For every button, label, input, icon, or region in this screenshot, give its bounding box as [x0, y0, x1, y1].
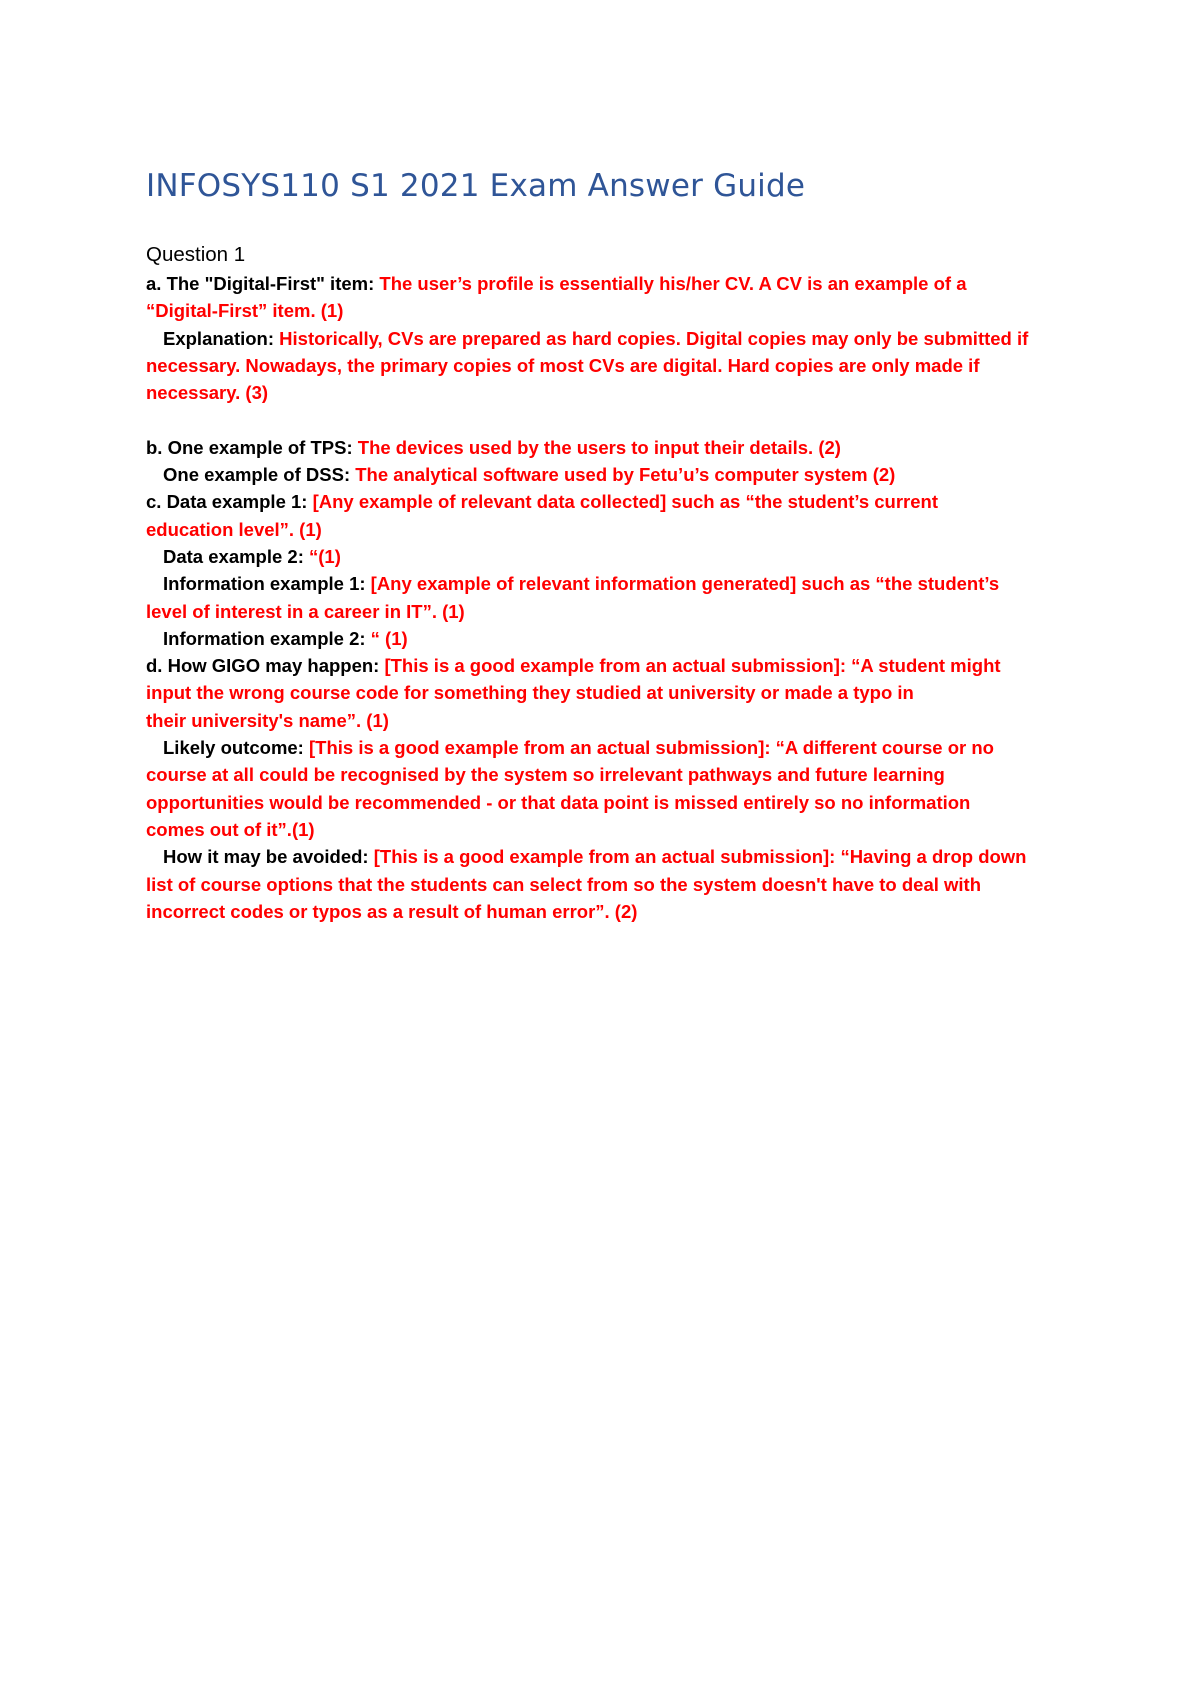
document-title: INFOSYS110 S1 2021 Exam Answer Guide [146, 168, 806, 204]
answer-line [146, 598, 1076, 625]
answer-text: level of interest in a career in IT”. (1) [146, 600, 465, 622]
answer-text: [This is a good example from an actual submission]: “A student might [384, 655, 1001, 677]
answer-line [146, 352, 1076, 379]
answer-line [146, 761, 1076, 788]
answer-label: Information example 1: [163, 573, 371, 595]
answer-text: course at all could be recognised by the system so irrelevant pathways and future learning [146, 764, 945, 786]
answer-line [146, 488, 1076, 515]
answer-label: Likely outcome: [163, 737, 309, 759]
answer-line [146, 898, 1076, 925]
answer-text: incorrect codes or typos as a result of human error”. (2) [146, 900, 638, 922]
answer-text: [Any example of relevant data collected] such as “the student’s current [312, 491, 938, 513]
answer-line [146, 325, 1076, 352]
answer-text: comes out of it”.(1) [146, 818, 315, 840]
answer-line [146, 789, 1076, 816]
question-heading: Question 1 [146, 243, 246, 266]
answer-line [146, 871, 1076, 898]
answer-text: [This is a good example from an actual submission]: “Having a drop down [373, 846, 1027, 868]
answer-line [146, 816, 1076, 843]
answer-label: d. How GIGO may happen: [146, 655, 385, 677]
answer-line [146, 570, 1076, 597]
answer-text: list of course options that the students can select from so the system doesn't have to deal with [146, 873, 982, 895]
answer-text: education level”. (1) [146, 518, 322, 540]
answer-text: The analytical software used by Fetu’u’s computer system (2) [355, 464, 896, 486]
answer-label: b. One example of TPS: [146, 436, 358, 458]
answer-line [146, 297, 1076, 324]
answer-line [146, 625, 1076, 652]
answer-label: Data example 2: [163, 545, 310, 567]
answer-text: Historically, CVs are prepared as hard copies. Digital copies may only be submitted if [279, 327, 1029, 349]
answer-line [146, 434, 1076, 461]
answer-line [146, 734, 1076, 761]
answer-text: “ (1) [370, 627, 408, 649]
answer-label: Explanation: [163, 327, 280, 349]
document-body [146, 240, 1076, 925]
answer-text: “Digital-First” item. (1) [146, 300, 344, 322]
answer-line [146, 461, 1076, 488]
answer-text: input the wrong course code for something they studied at university or made a typo in [146, 682, 914, 704]
answer-label: Information example 2: [163, 627, 371, 649]
answer-text: “(1) [309, 545, 341, 567]
answer-label: One example of DSS: [163, 464, 356, 486]
answer-text: their university's name”. (1) [146, 709, 389, 731]
answer-text: [This is a good example from an actual submission]: “A different course or no [308, 737, 994, 759]
blank-line [146, 406, 1076, 433]
answer-line [146, 516, 1076, 543]
answer-line [146, 707, 1076, 734]
answer-text: necessary. Nowadays, the primary copies of most CVs are digital. Hard copies are only made if [146, 354, 980, 376]
answer-text: necessary. (3) [146, 382, 269, 404]
answer-label: a. The "Digital-First" item: [146, 273, 380, 294]
answer-lines [146, 270, 1076, 925]
answer-text: opportunities would be recommended - or that data point is missed entirely so no information [146, 791, 971, 813]
answer-label: c. Data example 1: [146, 491, 313, 513]
answer-line [146, 652, 1076, 679]
answer-label: How it may be avoided: [163, 846, 374, 868]
answer-line [146, 679, 1076, 706]
answer-line [146, 843, 1076, 870]
answer-line [146, 543, 1076, 570]
answer-text: [Any example of relevant information generated] such as “the student’s [370, 573, 1000, 595]
answer-text: The devices used by the users to input their details. (2) [357, 436, 841, 458]
answer-line [146, 379, 1076, 406]
answer-text: The user’s profile is essentially his/her CV. A CV is an example of a [379, 273, 967, 294]
answer-line [146, 270, 1076, 297]
